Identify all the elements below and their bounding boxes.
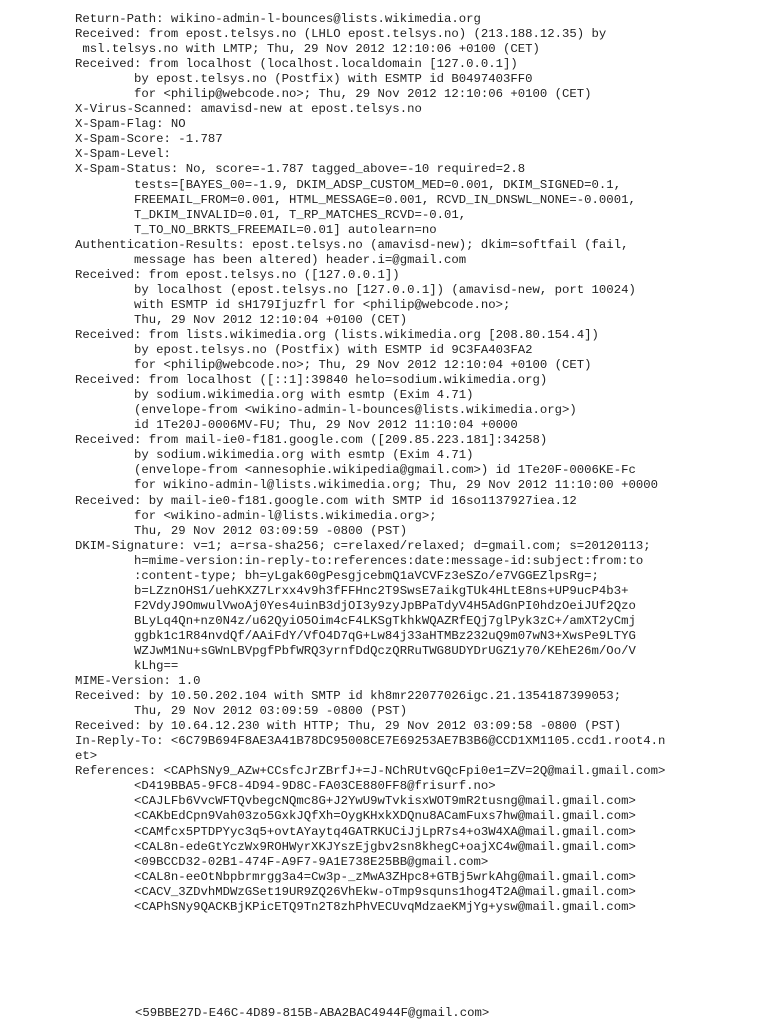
header-line: (envelope-from <wikino-admin-l-bounces@lists.wikimedia.org>)	[75, 403, 577, 418]
header-line: Received: from mail-ie0-f181.google.com ([209.85.223.181]:34258)	[75, 433, 548, 448]
header-line: BLyLq4Qn+nz0N4z/u62QyiO5Oim4cF4LKSgTkhkWQAZRfEQj7glPyk3zC+/amXT2yCmj	[75, 613, 636, 628]
header-line: :content-type; bh=yLgak60gPesgjcebmQ1aVCVFz3eSZo/e7VGGEZlpsRg=;	[75, 568, 599, 583]
header-line: <CAMfcx5PTDPYyc3q5+ovtAYaytq4GATRKUCiJjLpR7s4+o3W4XA@mail.gmail.com>	[75, 824, 636, 839]
header-line: tests=[BAYES_00=-1.9, DKIM_ADSP_CUSTOM_MED=0.001, DKIM_SIGNED=0.1,	[75, 177, 622, 192]
header-line: Received: by mail-ie0-f181.google.com with SMTP id 16so1137927iea.12	[75, 493, 577, 508]
references-trailing-line: <59BBE27D-E46C-4D89-815B-ABA2BAC4944F@gmail.com>	[135, 1006, 490, 1020]
header-line: X-Spam-Status: No, score=-1.787 tagged_above=-10 required=2.8	[75, 162, 526, 177]
header-line: Received: by 10.50.202.104 with SMTP id kh8mr22077026igc.21.1354187399053;	[75, 689, 622, 704]
header-line: Received: from epost.telsys.no (LHLO epost.telsys.no) (213.188.12.35) by	[75, 27, 607, 42]
header-line: Return-Path: wikino-admin-l-bounces@lists.wikimedia.org	[75, 12, 481, 26]
header-line: for wikino-admin-l@lists.wikimedia.org; Thu, 29 Nov 2012 11:10:00 +0000	[75, 478, 658, 493]
header-line: WZJwM1Nu+sGWnLBVpgfPbfWRQ3yrnfDdQczQRRuTWG8UDYDrUGZ1y70/KEhE26m/Oo/V	[75, 643, 636, 658]
header-line: X-Spam-Score: -1.787	[75, 132, 223, 147]
header-line: <CAJLFb6VvcWFTQvbegcNQmc8G+J2YwU9wTvkisxWOT9mR2tusng@mail.gmail.com>	[75, 794, 636, 809]
header-line: et>	[75, 749, 98, 764]
header-line: ggbk1c1R84nvdQf/AAiFdY/VfO4D7qG+Lw84j33aHTMBz232uQ9m07wN3+XwsPe9LTYG	[75, 628, 636, 643]
header-line: h=mime-version:in-reply-to:references:date:message-id:subject:from:to	[75, 553, 644, 568]
header-line: by epost.telsys.no (Postfix) with ESMTP id 9C3FA403FA2	[75, 343, 533, 358]
header-line: DKIM-Signature: v=1; a=rsa-sha256; c=relaxed/relaxed; d=gmail.com; s=20120113;	[75, 538, 651, 553]
header-line: Thu, 29 Nov 2012 03:09:59 -0800 (PST)	[75, 523, 408, 538]
header-line: Received: from lists.wikimedia.org (lists.wikimedia.org [208.80.154.4])	[75, 327, 599, 342]
header-line: kLhg==	[75, 659, 179, 674]
header-line: by sodium.wikimedia.org with esmtp (Exim 4.71)	[75, 448, 474, 463]
header-line: <CACV_3ZDvhMDWzGSet19UR9ZQ26VhEkw-oTmp9squns1hog4T2A@mail.gmail.com>	[75, 884, 636, 899]
header-line: T_DKIM_INVALID=0.01, T_RP_MATCHES_RCVD=-0.01,	[75, 207, 467, 222]
header-line: X-Virus-Scanned: amavisd-new at epost.telsys.no	[75, 102, 422, 117]
header-line: message has been altered) header.i=@gmail.com	[75, 252, 467, 267]
header-line: MIME-Version: 1.0	[75, 674, 201, 689]
header-line: msl.telsys.no with LMTP; Thu, 29 Nov 2012 12:10:06 +0100 (CET)	[75, 42, 540, 57]
header-line: Received: by 10.64.12.230 with HTTP; Thu, 29 Nov 2012 03:09:58 -0800 (PST)	[75, 719, 622, 734]
header-line: <09BCCD32-02B1-474F-A9F7-9A1E738E25BB@gmail.com>	[75, 854, 489, 869]
header-line: by sodium.wikimedia.org with esmtp (Exim 4.71)	[75, 388, 474, 403]
header-line: by epost.telsys.no (Postfix) with ESMTP id B0497403FF0	[75, 72, 533, 87]
email-headers-text	[75, 12, 765, 915]
header-line: Thu, 29 Nov 2012 03:09:59 -0800 (PST)	[75, 704, 408, 719]
header-line: In-Reply-To: <6C79B694F8AE3A41B78DC95008CE7E69253AE7B3B6@CCD1XM1105.ccd1.root4.n	[75, 734, 666, 749]
header-line: Thu, 29 Nov 2012 12:10:04 +0100 (CET)	[75, 312, 408, 327]
header-line: with ESMTP id sH179Ijuzfrl for <philip@webcode.no>;	[75, 297, 511, 312]
header-line: X-Spam-Level:	[75, 147, 171, 162]
header-line: Received: from localhost ([::1]:39840 helo=sodium.wikimedia.org)	[75, 373, 548, 388]
header-line: T_TO_NO_BRKTS_FREEMAIL=0.01] autolearn=no	[75, 222, 437, 237]
header-line: Received: from localhost (localhost.localdomain [127.0.0.1])	[75, 57, 518, 72]
header-line: <CAPhSNy9QACKBjKPicETQ9Tn2T8zhPhVECUvqMdzaeKMjYg+ysw@mail.gmail.com>	[75, 899, 636, 914]
header-line: by localhost (epost.telsys.no [127.0.0.1]) (amavisd-new, port 10024)	[75, 282, 636, 297]
header-line: X-Spam-Flag: NO	[75, 117, 186, 132]
header-line: References: <CAPhSNy9_AZw+CCsfcJrZBrfJ+=J-NChRUtvGQcFpi0e1=ZV=2Q@mail.gmail.com>	[75, 764, 666, 779]
header-line: (envelope-from <annesophie.wikipedia@gmail.com>) id 1Te20F-0006KE-Fc	[75, 463, 636, 478]
header-line: <CAL8n-edeGtYczWx9ROHWyrXKJYszEjgbv2sn8khegC+oajXC4w@mail.gmail.com>	[75, 839, 636, 854]
header-line: <CAKbEdCpn9Vah03zo5GxkJQfXh=OygKHxkXDQnu8ACamFuxs7hw@mail.gmail.com>	[75, 809, 636, 824]
header-line: for <wikino-admin-l@lists.wikimedia.org>;	[75, 508, 437, 523]
header-line: Authentication-Results: epost.telsys.no (amavisd-new); dkim=softfail (fail,	[75, 237, 629, 252]
header-line: Received: from epost.telsys.no ([127.0.0.1])	[75, 267, 400, 282]
header-line: FREEMAIL_FROM=0.001, HTML_MESSAGE=0.001, RCVD_IN_DNSWL_NONE=-0.0001,	[75, 192, 636, 207]
header-line: for <philip@webcode.no>; Thu, 29 Nov 2012 12:10:06 +0100 (CET)	[75, 87, 592, 102]
header-line: b=LZznOHS1/uehKXZ7Lrxx4v9h3fFFHnc2T9SwsE7aikgTUk4HLtE8ns+UP9ucP4b3+	[75, 583, 629, 598]
header-line: F2VdyJ9OmwulVwoAj0Yes4uinB3djOI3y9zyJpBPaTdyV4H5AdGnPI0hdzOeiJUf2Qzo	[75, 598, 636, 613]
header-line: for <philip@webcode.no>; Thu, 29 Nov 2012 12:10:04 +0100 (CET)	[75, 358, 592, 373]
header-line: <D419BBA5-9FC8-4D94-9D8C-FA03CE880FF8@frisurf.no>	[75, 779, 496, 794]
header-line: <CAL8n-eeOtNbpbrmrgg3a4=Cw3p-_zMwA3ZHpc8+GTBj5wrkAhg@mail.gmail.com>	[75, 869, 636, 884]
header-line: id 1Te20J-0006MV-FU; Thu, 29 Nov 2012 11:10:04 +0000	[75, 418, 518, 433]
